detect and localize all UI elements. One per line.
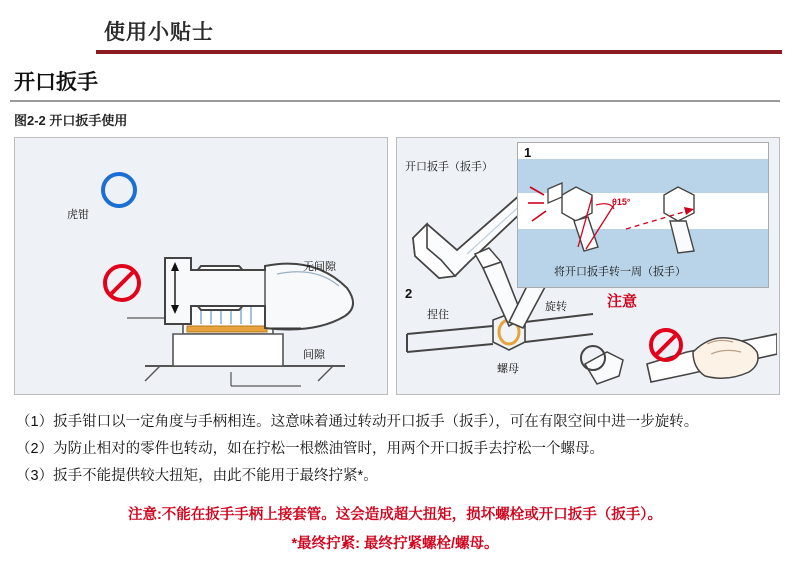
- label-no-gap: 无间隙: [303, 261, 336, 273]
- label-vise: 虎钳: [67, 209, 89, 221]
- figure-panel-left: [14, 137, 388, 395]
- figure-caption: 图2-2 开口扳手使用: [14, 113, 128, 128]
- notes-list: [16, 409, 774, 489]
- header-underline-bar: [96, 50, 782, 54]
- label-nut: 螺母: [497, 363, 519, 375]
- figure-panel-right: [396, 137, 780, 395]
- blue-circle-icon: [101, 172, 137, 208]
- note-item: （1）扳手钳口以一定角度与手柄相连。这意味着通过转动开口扳手（扳手），可在有限空间中进一步旋转。: [16, 414, 699, 430]
- no-entry-icon: [649, 328, 683, 362]
- title-divider: [10, 100, 780, 102]
- inset-step1: [517, 142, 769, 288]
- label-gap: 间隙: [303, 349, 325, 361]
- label-wrench-name: 开口扳手（扳手）: [405, 161, 493, 173]
- step-number-2: 2: [405, 286, 413, 301]
- step-number-1: 1: [524, 145, 532, 160]
- label-angle: θ15°: [612, 197, 631, 207]
- no-entry-icon: [103, 264, 141, 302]
- note-item: （3）扳手不能提供较大扭矩，由此不能用于最终拧紧*。: [16, 467, 378, 484]
- label-turn-text: 将开口扳手转一周（扳手）: [554, 266, 686, 278]
- final-tighten-note: *最终拧紧: 最终拧紧螺栓/螺母。: [291, 536, 499, 553]
- section-title: 开口扳手: [14, 71, 98, 94]
- note-item: （2）为防止相对的零件也转动，如在拧松一根燃油管时，用两个开口扳手去拧松一个螺母。: [16, 440, 605, 457]
- figure-area: [14, 137, 780, 395]
- page-title: 使用小贴士: [104, 21, 214, 44]
- page-header: [0, 8, 790, 54]
- label-hold: 捏住: [427, 309, 449, 321]
- label-attention: 注意: [607, 293, 638, 310]
- caution-text: 注意:不能在扳手手柄上接套管。这会造成超大扭矩，损坏螺栓或开口扳手（扳手）。: [127, 507, 663, 524]
- label-rotate: 旋转: [545, 301, 567, 313]
